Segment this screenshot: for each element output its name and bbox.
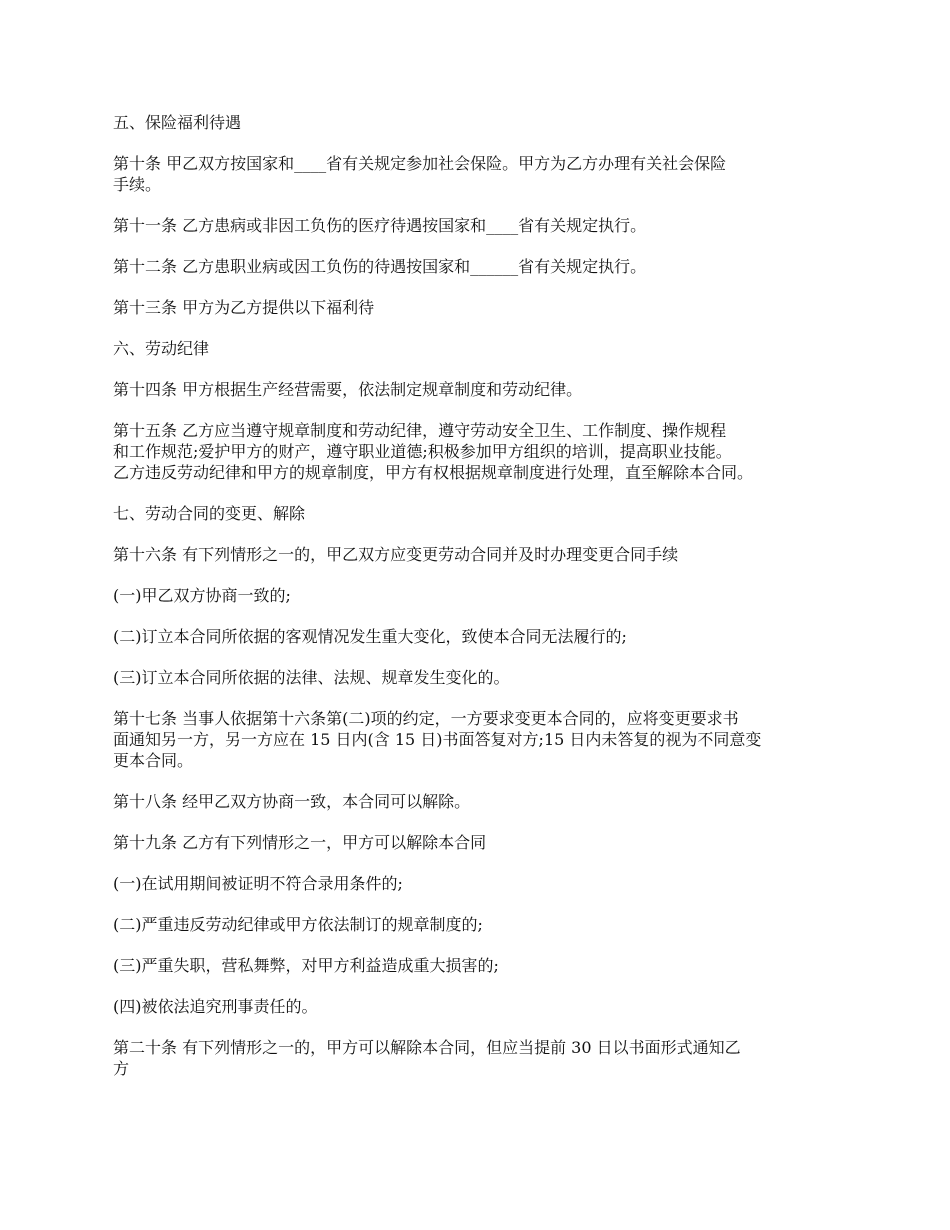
paragraph xyxy=(113,832,853,853)
text-line: 方 xyxy=(113,1059,130,1078)
text-line: (二)严重违反劳动纪律或甲方依法制订的规章制度的; xyxy=(113,915,483,934)
text-line: 第二十条 有下列情形之一的，甲方可以解除本合同，但应当提前 30 日以书面形式通知乙 xyxy=(113,1038,741,1057)
paragraph xyxy=(113,1037,853,1079)
text-line: 七、劳动合同的变更、解除 xyxy=(113,504,306,523)
paragraph xyxy=(113,708,853,771)
text-line: 第十六条 有下列情形之一的，甲乙双方应变更劳动合同并及时办理变更合同手续 xyxy=(113,545,679,564)
text-line: 第十七条 当事人依据第十六条第(二)项的约定，一方要求变更本合同的，应将变更要求书 xyxy=(113,709,739,728)
paragraph xyxy=(113,297,853,318)
paragraph xyxy=(113,626,853,647)
paragraph xyxy=(113,955,853,976)
text-line: 第十一条 乙方患病或非因工负伤的医疗待遇按国家和____省有关规定执行。 xyxy=(113,216,647,235)
text-line: 第十四条 甲方根据生产经营需要，依法制定规章制度和劳动纪律。 xyxy=(113,380,583,399)
text-line: 第十二条 乙方患职业病或因工负伤的待遇按国家和______省有关规定执行。 xyxy=(113,257,647,276)
paragraph xyxy=(113,215,853,236)
paragraph xyxy=(113,873,853,894)
paragraph xyxy=(113,791,853,812)
paragraph xyxy=(113,338,853,359)
paragraph xyxy=(113,667,853,688)
text-line: 和工作规范;爱护甲方的财产，遵守职业道德;积极参加甲方组织的培训，提高职业技能。 xyxy=(113,442,732,461)
text-line: (三)严重失职，营私舞弊，对甲方利益造成重大损害的; xyxy=(113,956,499,975)
text-line: 面通知另一方，另一方应在 15 日内(含 15 日)书面答复对方;15 日内未答复的视为不同意变 xyxy=(113,730,762,749)
paragraph xyxy=(113,112,853,133)
paragraph xyxy=(113,256,853,277)
text-line: 第十九条 乙方有下列情形之一，甲方可以解除本合同 xyxy=(113,833,487,852)
text-line: 六、劳动纪律 xyxy=(113,339,210,358)
text-line: 第十五条 乙方应当遵守规章制度和劳动纪律，遵守劳动安全卫生、工作制度、操作规程 xyxy=(113,421,727,440)
paragraph xyxy=(113,585,853,606)
paragraph xyxy=(113,153,853,195)
text-line: 五、保险福利待遇 xyxy=(113,113,242,132)
text-line: 乙方违反劳动纪律和甲方的规章制度，甲方有权根据规章制度进行处理，直至解除本合同。 xyxy=(113,463,754,482)
text-line: (二)订立本合同所依据的客观情况发生重大变化，致使本合同无法履行的; xyxy=(113,627,627,646)
paragraph xyxy=(113,914,853,935)
text-line: (四)被依法追究刑事责任的。 xyxy=(113,997,318,1016)
paragraph xyxy=(113,420,853,483)
paragraph xyxy=(113,996,853,1017)
text-line: 更本合同。 xyxy=(113,751,194,770)
text-line: (一)甲乙双方协商一致的; xyxy=(113,586,291,605)
paragraph xyxy=(113,379,853,400)
document-page xyxy=(113,112,853,1099)
text-line: 第十八条 经甲乙双方协商一致，本合同可以解除。 xyxy=(113,792,471,811)
text-line: (三)订立本合同所依据的法律、法规、规章发生变化的。 xyxy=(113,668,510,687)
text-line: 第十三条 甲方为乙方提供以下福利待 xyxy=(113,298,375,317)
paragraph xyxy=(113,544,853,565)
paragraph xyxy=(113,503,853,524)
text-line: 第十条 甲乙双方按国家和____省有关规定参加社会保险。甲方为乙方办理有关社会保险 xyxy=(113,154,727,173)
text-line: (一)在试用期间被证明不符合录用条件的; xyxy=(113,874,403,893)
text-line: 手续。 xyxy=(113,175,162,194)
